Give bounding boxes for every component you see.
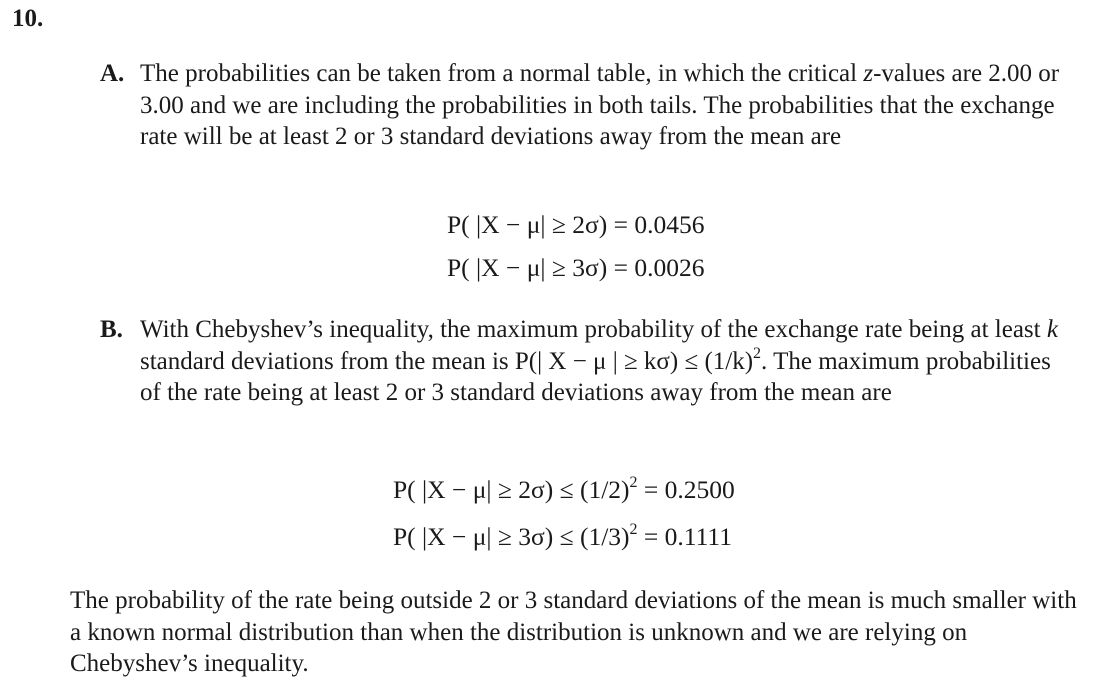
part-a-text-1: The probabilities can be taken from a normal table, in which the critical	[140, 60, 864, 87]
equation-b2-exponent: 2	[629, 521, 638, 538]
part-b-text-1: With Chebyshev’s inequality, the maximum probability of the exchange rate being at least	[140, 316, 1047, 343]
equation-b2-rhs: = 0.1111	[637, 522, 732, 551]
equation-a2: P( |X − μ| ≥ 3σ) = 0.0026	[447, 253, 705, 282]
part-b-text	[140, 314, 1060, 409]
equation-b2-lhs: P( |X − μ| ≥ 3σ) ≤ (1/3)	[393, 522, 630, 551]
equation-b2	[393, 522, 732, 552]
part-b-formula-exponent: 2	[753, 344, 762, 362]
conclusion-paragraph: The probability of the rate being outside 2 or 3 standard deviations of the mean is much smaller with a known normal distribution than when the distribution is unknown and we are relying on Chebyshev’s inequality.	[70, 587, 1077, 677]
equation-b1-exponent: 2	[629, 474, 638, 491]
equation-b1-rhs: = 0.2500	[637, 475, 735, 504]
equation-a1: P( |X − μ| ≥ 2σ) = 0.0456	[447, 210, 705, 239]
part-a-text	[140, 58, 1060, 153]
part-b	[100, 314, 1060, 409]
part-a	[100, 58, 1060, 153]
part-a-text-2: -values are 2.00 or 3.00 and we are including the probabilities in both tails. The probabilities that the exchange rate will be at least 2 or 3 standard deviations away from the mean are	[140, 60, 1060, 150]
equation-b1-lhs: P( |X − μ| ≥ 2σ) ≤ (1/2)	[393, 475, 630, 504]
part-b-formula: P(| X − μ | ≥ kσ) ≤ (1/k)	[514, 347, 754, 375]
part-b-text-3: . The maximum probabilities of the rate being at least 2 or 3 standard deviations away from the mean are	[140, 347, 1051, 406]
part-a-label: A.	[100, 60, 125, 87]
part-b-label: B.	[100, 316, 123, 343]
part-b-text-2: standard deviations from the mean is	[140, 347, 515, 375]
question-number: 10.	[12, 5, 44, 32]
equation-b1	[393, 475, 735, 505]
part-b-k: k	[1046, 316, 1058, 343]
part-a-z: z	[863, 60, 874, 87]
